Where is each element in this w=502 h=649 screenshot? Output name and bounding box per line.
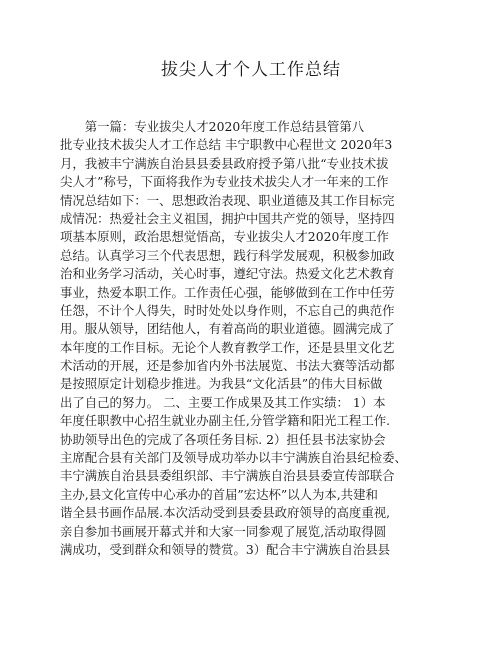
body-line: 第一篇：专业拔尖人才2020年度工作总结县管第八 (60, 119, 365, 134)
body-line: 主席配合县有关部门及领导成功举办以丰宁满族自治县纪检委、 (60, 450, 407, 466)
body-line: 年度任职教中心招生就业办副主任,分管学籍和阳光工程工作. (60, 413, 391, 429)
body-line: 本年度的工作目标。无论个人教育教学工作，还是县里文化艺 (60, 339, 395, 355)
body-line: 批专业技术拔尖人才工作总结 丰宁职教中心程世文 2020年3 (60, 137, 393, 153)
document-body (60, 118, 460, 559)
body-line: 事业，热爱本职工作。工作责任心强，能够做到在工作中任劳 (60, 284, 395, 300)
body-line: 协助领导出色的完成了各项任务目标. 2）担任县书法家协会 (60, 431, 386, 447)
body-line: 项基本原则，政治思想觉悟高，专业拔尖人才2020年度工作 (60, 229, 389, 245)
body-line: 任怨，不计个人得失，时时处处以身作则，不忘自己的典范作 (60, 302, 395, 318)
body-line: 情况总结如下：一、思想政治表现、职业道德及其工作目标完 (60, 192, 395, 208)
body-line: 月，我被丰宁满族自治县县委县政府授予第八批“专业技术拔 (60, 155, 389, 171)
body-line: 总结。认真学习三个代表思想，践行科学发展观，积极参加政 (60, 247, 395, 263)
body-line: 治和业务学习活动，关心时事，遵纪守法。热爱文化艺术教育 (60, 266, 395, 282)
body-line: 术活动的开展，还是参加省内外书法展览、书法大赛等活动都 (60, 358, 395, 374)
body-line: 满成功，受到群众和领导的赞赏。3）配合丰宁满族自治县县 (60, 541, 391, 557)
body-line: 是按照原定计划稳步推进。为我县“文化活县”的伟大目标做 (60, 376, 383, 392)
body-line: 用。服从领导，团结他人，有着高尚的职业道德。圆满完成了 (60, 321, 395, 337)
body-line: 成情况：热爱社会主义祖国，拥护中国共产党的领导，坚持四 (60, 210, 395, 226)
body-line: 丰宁满族自治县县委组织部、丰宁满族自治县县委宣传部联合 (60, 468, 395, 484)
body-line: 谐全县书画作品展.本次活动受到县委县政府领导的高度重视, (60, 505, 391, 521)
body-line: 主办,县文化宣传中心承办的首届”宏达杯”以人为本,共建和 (60, 486, 378, 502)
document-title: 拔尖人才个人工作总结 (161, 60, 341, 80)
body-line: 出了自己的努力。 二、主要工作成果及其工作实绩： 1）本 (60, 394, 386, 410)
body-line: 亲自参加书画展开幕式并和大家一同参观了展览,活动取得圆 (60, 523, 387, 539)
body-line: 尖人才”称号，下面将我作为专业技术拔尖人才一年来的工作 (60, 174, 389, 190)
